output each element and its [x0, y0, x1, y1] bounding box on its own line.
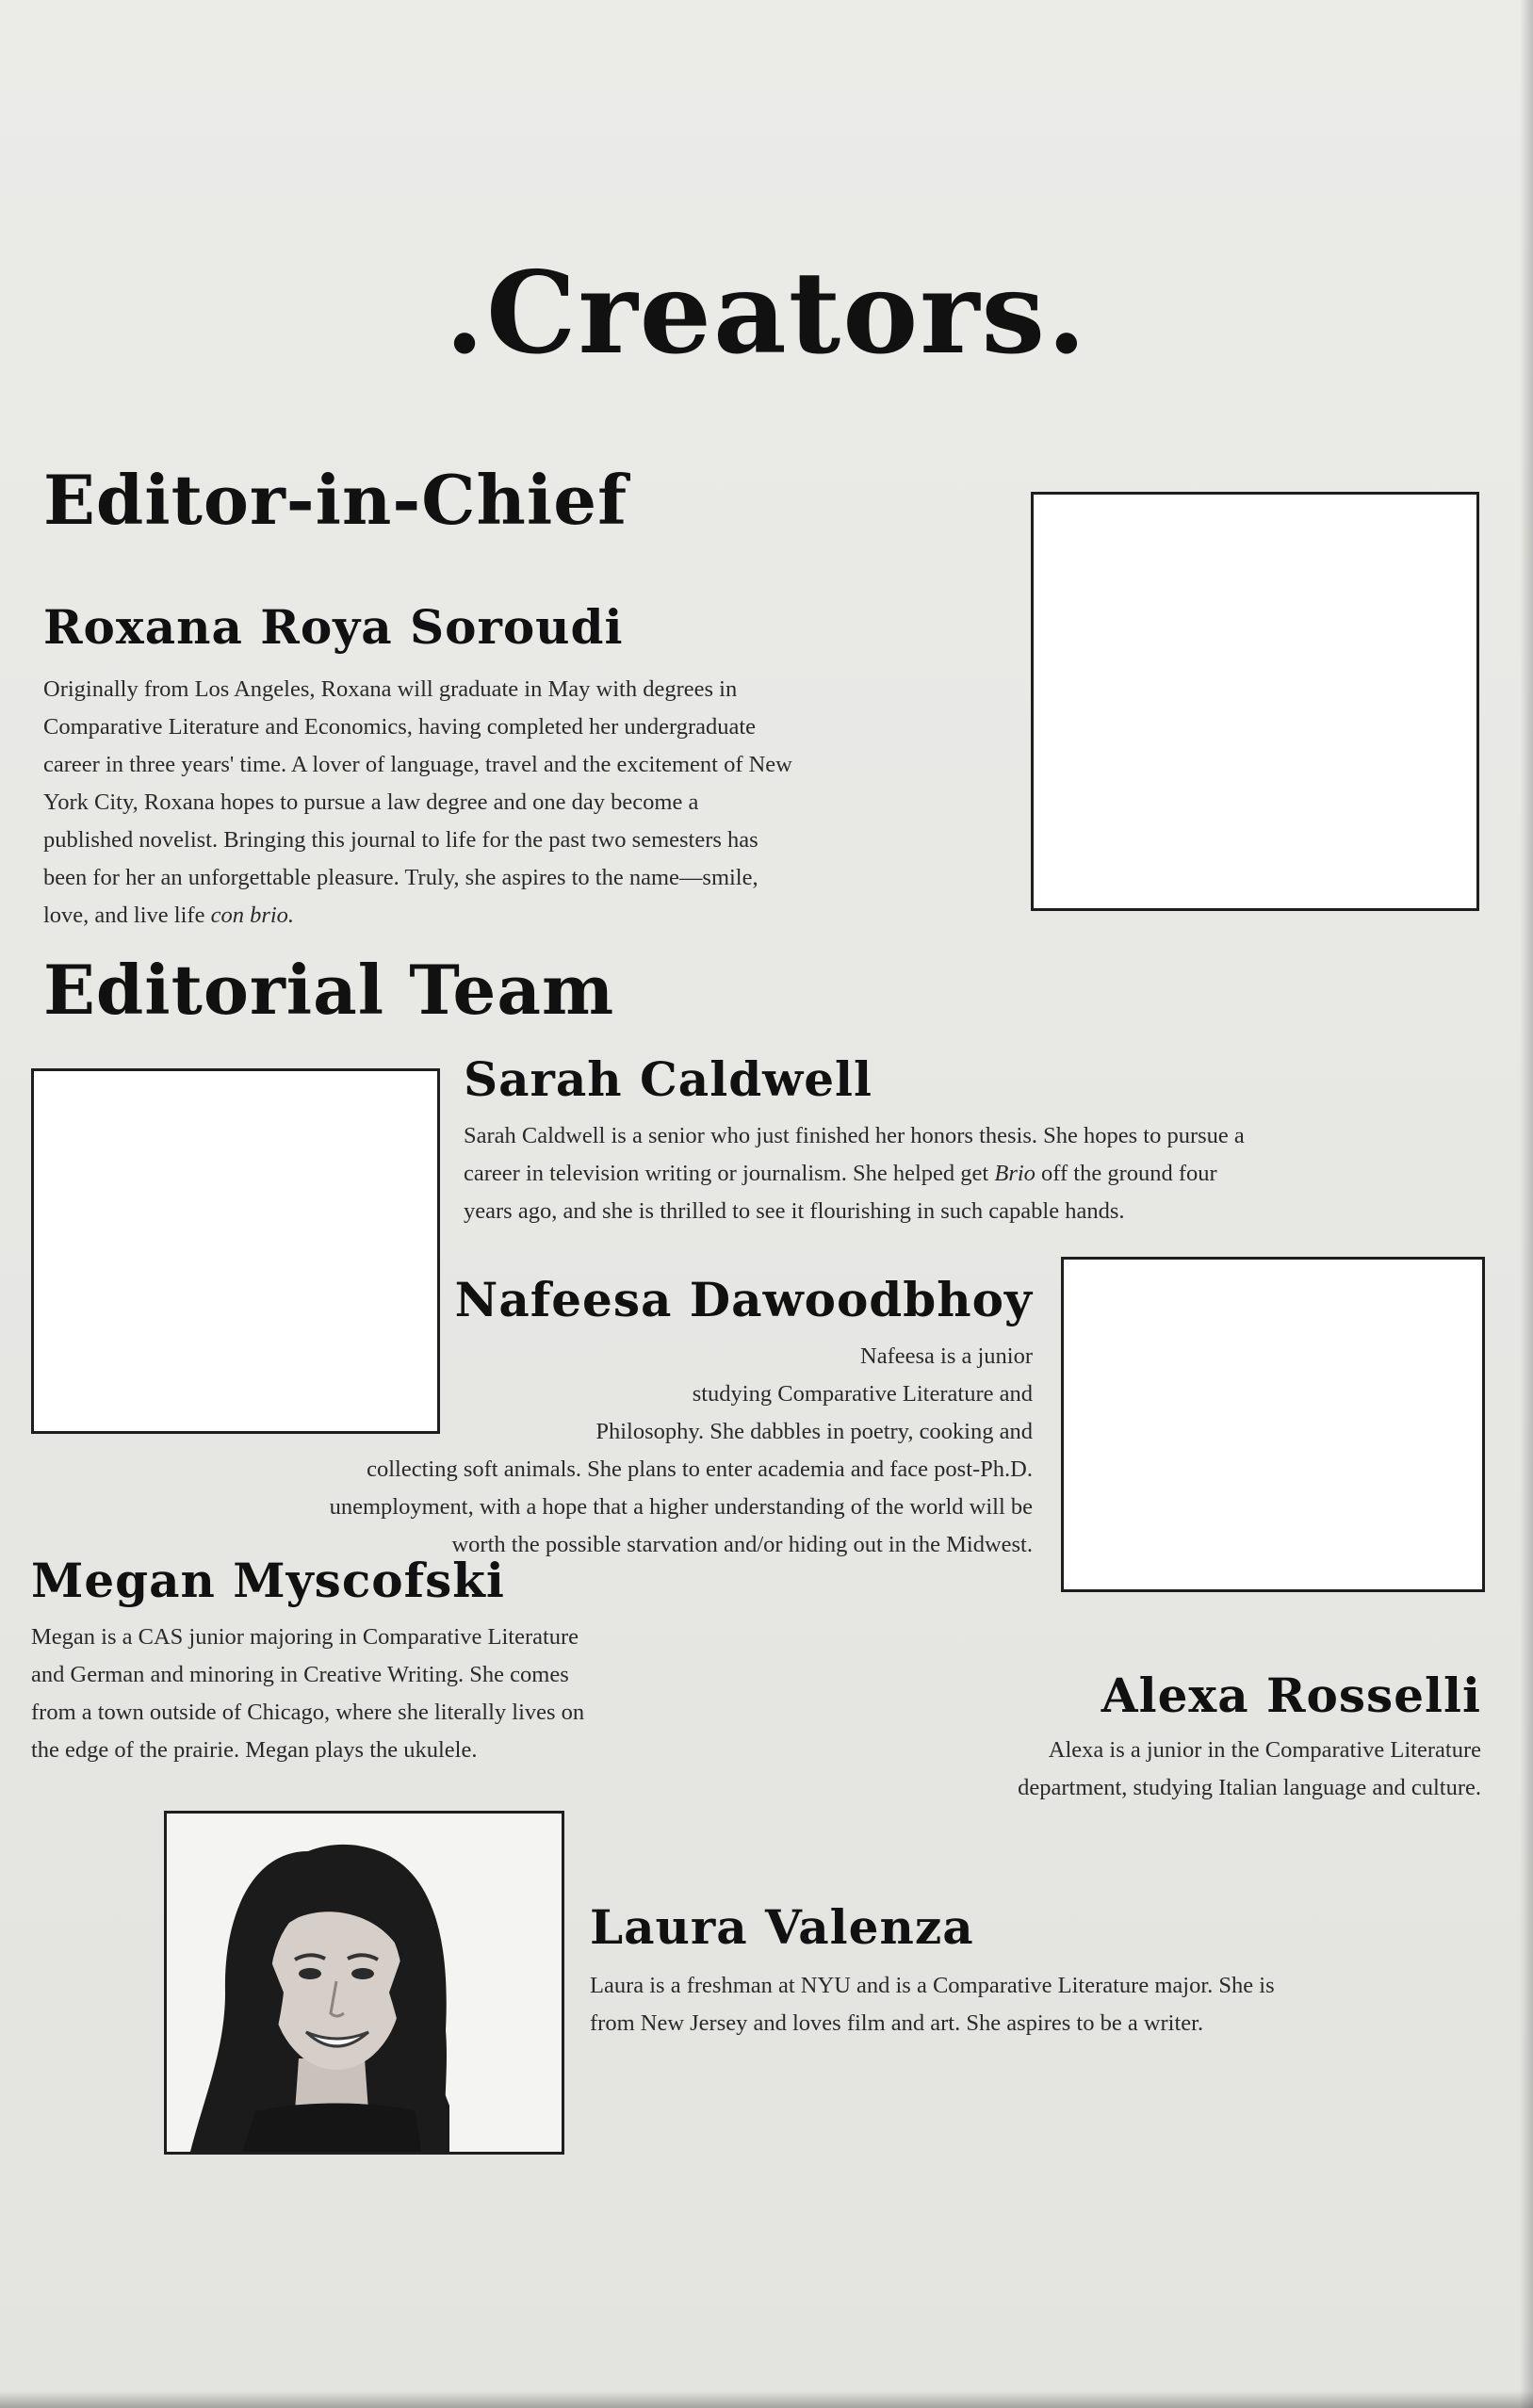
laura-name: Laura Valenza [590, 1899, 974, 1955]
alexa-bio [822, 1732, 1481, 1807]
roxana-name: Roxana Roya Soroudi [43, 599, 624, 655]
sarah-name: Sarah Caldwell [464, 1051, 873, 1107]
laura-bio [590, 1967, 1494, 2042]
nafeesa-bio-line: Nafeesa is a junior [860, 1343, 1033, 1369]
sarah-bio-text: off the ground four [1035, 1161, 1217, 1186]
nafeesa-bio [90, 1338, 1033, 1564]
sarah-bio-line [464, 1155, 1500, 1193]
sarah-bio-line: Sarah Caldwell is a senior who just finished her honors thesis. She hopes to pursue a [464, 1123, 1245, 1148]
nafeesa-name: Nafeesa Dawoodbhoy [454, 1272, 1033, 1327]
roxana-bio-line: been for her an unforgettable pleasure. Truly, she aspires to the name—smile, [43, 865, 758, 890]
megan-name: Megan Myscofski [31, 1553, 505, 1608]
page-title: .Creators. [445, 247, 1088, 380]
megan-bio-line: Megan is a CAS junior majoring in Comparative Literature [31, 1624, 579, 1650]
nafeesa-bio-line: worth the possible starvation and/or hiding out in the Midwest. [451, 1532, 1033, 1557]
roxana-bio-line: York City, Roxana hopes to pursue a law degree and one day become a [43, 789, 699, 815]
alexa-name: Alexa Rosselli [1101, 1668, 1481, 1723]
laura-bio-line: from New Jersey and loves film and art. She aspires to be a writer. [590, 2010, 1204, 2036]
roxana-bio-italic: con brio. [210, 903, 295, 928]
nafeesa-bio-line: unemployment, with a hope that a higher understanding of the world will be [329, 1494, 1033, 1520]
roxana-bio [43, 671, 1023, 935]
megan-bio-line: and German and minoring in Creative Writing. She comes [31, 1662, 569, 1687]
megan-bio-line: from a town outside of Chicago, where she literally lives on [31, 1700, 585, 1725]
nafeesa-bio-line: studying Comparative Literature and [692, 1381, 1033, 1407]
roxana-bio-line: Comparative Literature and Economics, having completed her undergraduate [43, 714, 757, 740]
megan-bio [31, 1619, 879, 1769]
sarah-bio-line: years ago, and she is thrilled to see it flourishing in such capable hands. [464, 1198, 1125, 1224]
roxana-bio-line: published novelist. Bringing this journal to life for the past two semesters has [43, 827, 758, 853]
nafeesa-bio-line: collecting soft animals. She plans to enter academia and face post-Ph.D. [367, 1456, 1033, 1482]
megan-bio-line: the edge of the prairie. Megan plays the ukulele. [31, 1737, 478, 1763]
roxana-photo-placeholder [1031, 492, 1479, 911]
roxana-bio-line: Originally from Los Angeles, Roxana will graduate in May with degrees in [43, 676, 738, 702]
editorial-team-heading: Editorial Team [43, 950, 615, 1030]
sarah-bio-text: career in television writing or journalism. She helped get [464, 1161, 995, 1186]
nafeesa-photo-placeholder [1061, 1257, 1485, 1592]
nafeesa-bio-line: Philosophy. She dabbles in poetry, cooking and [595, 1419, 1033, 1444]
laura-bio-line: Laura is a freshman at NYU and is a Comparative Literature major. She is [590, 1973, 1275, 1998]
alexa-bio-line: Alexa is a junior in the Comparative Literature [1048, 1737, 1481, 1763]
sarah-bio [464, 1117, 1500, 1230]
roxana-bio-line: career in three years' time. A lover of language, travel and the excitement of New [43, 752, 792, 777]
roxana-bio-text: love, and live life [43, 903, 211, 928]
sarah-bio-italic: Brio [994, 1161, 1036, 1186]
laura-portrait-image [167, 1814, 562, 2152]
editor-in-chief-heading: Editor-in-Chief [43, 460, 628, 540]
alexa-bio-line: department, studying Italian language and culture. [1018, 1775, 1481, 1800]
roxana-bio-line [43, 897, 1023, 935]
laura-photo [164, 1811, 564, 2155]
page-edge-shadow-bottom [0, 2391, 1533, 2408]
